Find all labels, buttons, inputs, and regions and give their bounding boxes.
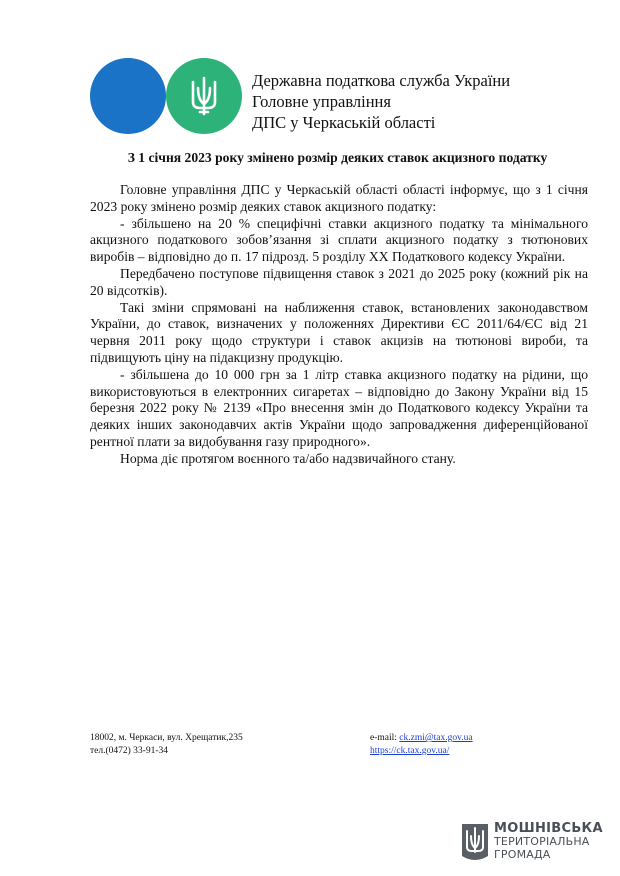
- community-brand: [460, 820, 610, 870]
- paragraph-martial-law: Норма діє протягом воєнного та/або надзвичайного стану.: [120, 450, 456, 466]
- footer-online: [370, 732, 473, 758]
- paragraph-tobacco-rates: - збільшено на 20 % специфічні ставки акцизного податку та мінімального акцизного податкового зобов’язання зі сплати акцизного податку з тютюнових виробів – відповідно до п. 17 підрозд. 5 розділу XX Податкового кодексу України.: [90, 215, 588, 265]
- email-label: e-mail:: [370, 733, 400, 743]
- org-line-2: Головне управління: [252, 92, 391, 111]
- organization-name: [252, 70, 510, 133]
- dps-logo-green-circle: [166, 58, 242, 134]
- paragraph-intro: Головне управління ДПС у Черкаській області області інформує, що з 1 січня 2023 року змінено розмір деяких ставок акцизного податку:: [90, 182, 588, 214]
- brand-line-3: ГРОМАДА: [494, 848, 551, 861]
- footer-phone: тел.(0472) 33-91-34: [90, 746, 169, 756]
- org-line-3: ДПС у Черкаській області: [252, 113, 436, 132]
- community-brand-text: [494, 822, 603, 861]
- trident-icon: [190, 76, 218, 116]
- brand-line-1: МОШНІВСЬКА: [494, 821, 603, 836]
- trident-icon: [460, 822, 490, 864]
- footer-website-row: [370, 745, 473, 758]
- email-link[interactable]: ck.zmi@tax.gov.ua: [399, 733, 473, 743]
- brand-line-2: ТЕРИТОРІАЛЬНА: [494, 835, 590, 848]
- org-line-1: Державна податкова служба України: [252, 71, 511, 90]
- dps-logo-blue-circle: [90, 58, 166, 134]
- paragraph-e-cigarette-liquids: - збільшена до 10 000 грн за 1 літр ставка акцизного податку на рідини, що використовуються в електронних сигаретах – відповідно до Закону України від 15 березня 2022 року № 2139 «Про внесення змін до Податкового кодексу України та деяких інших законодавчих актів України щодо запровадження диференційованої рентної плати за видобування газу природного».: [90, 366, 588, 449]
- footer-email-row: [370, 732, 473, 745]
- website-link[interactable]: https://ck.tax.gov.ua/: [370, 746, 450, 756]
- footer-address: 18002, м. Черкаси, вул. Хрещатик,235: [90, 733, 243, 743]
- document-body: [90, 182, 588, 468]
- paragraph-eu-directive: Такі зміни спрямовані на наближення ставок, встановлених законодавством України, до ставок, визначених у положеннях Директиви ЄС 2011/64/ЄС від 21 червня 2011 року щодо структури і ставок акцизів на тютюнові вироби, та підвищують ціну на підакцизну продукцію.: [90, 299, 588, 365]
- document-title: З 1 січня 2023 року змінено розмір деяких ставок акцизного податку: [127, 150, 548, 165]
- paragraph-gradual-increase: Передбачено поступове підвищення ставок з 2021 до 2025 року (кожний рік на 20 відсотків).: [90, 265, 588, 298]
- footer-contacts: [90, 732, 243, 758]
